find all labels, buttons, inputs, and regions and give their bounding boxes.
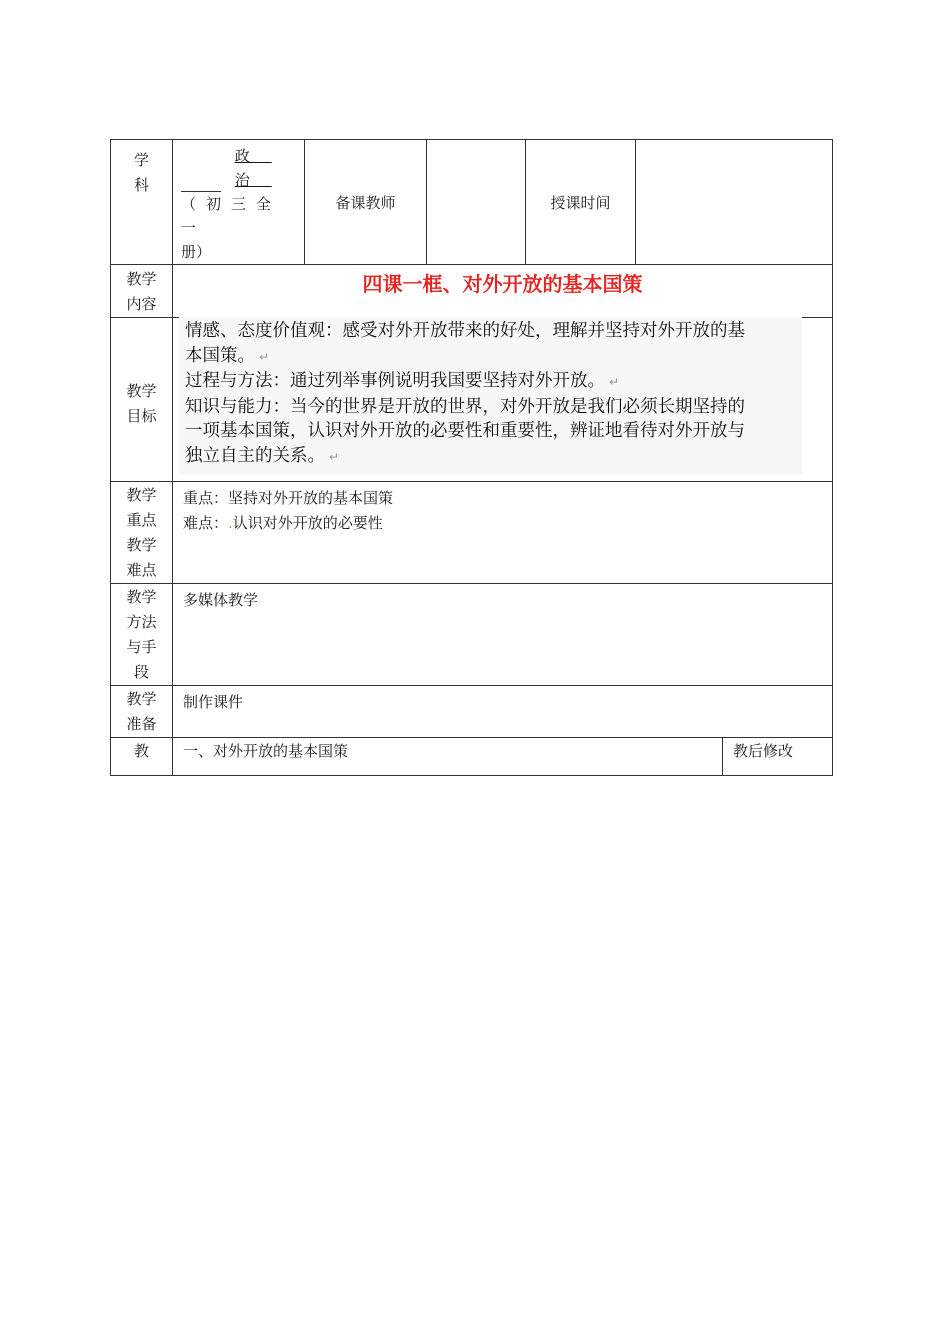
methods-label: 教学 方法 与手 段 bbox=[111, 584, 173, 686]
goals-label: 教学 目标 bbox=[111, 318, 173, 482]
goal-line-1: 情感、态度价值观：感受对外开放带来的好处，理解并坚持对外开放的基 bbox=[185, 321, 745, 341]
difficulty-mark: . bbox=[228, 514, 233, 532]
subject-label: 学 科 bbox=[111, 140, 173, 265]
key-points-label: 教学 重点 教学 难点 bbox=[111, 482, 173, 584]
revision-label: 教后修改 bbox=[723, 738, 833, 776]
lesson-title: 四课一框、对外开放的基本国策 bbox=[173, 265, 833, 318]
subject-grade: （初三全一 bbox=[181, 195, 282, 237]
goal-line-6: 独立自主的关系。 bbox=[185, 445, 325, 466]
return-mark: ↵ bbox=[259, 349, 270, 364]
content-row bbox=[111, 265, 833, 318]
goals-row bbox=[111, 318, 833, 482]
preparation-label: 教学 准备 bbox=[111, 686, 173, 738]
key-points-content bbox=[173, 482, 833, 584]
difficulty-prefix: 难点： bbox=[183, 514, 229, 532]
lesson-plan-table bbox=[110, 139, 833, 776]
content-label: 教学 内容 bbox=[111, 265, 173, 318]
goal-line-2: 本国策。 bbox=[185, 345, 255, 366]
goal-line-5: 一项基本国策，认识对外开放的必要性和重要性，辨证地看待对外开放与 bbox=[185, 421, 745, 441]
teaching-label: 教 bbox=[111, 738, 173, 776]
preparation-value: 制作课件 bbox=[173, 686, 833, 738]
subject-blank bbox=[181, 175, 221, 192]
subject-volume: 册） bbox=[181, 243, 212, 261]
subject-value bbox=[173, 140, 305, 265]
header-row bbox=[111, 140, 833, 265]
teacher-label: 备课教师 bbox=[305, 140, 427, 265]
goal-line-3: 过程与方法：通过列举事例说明我国要坚持对外开放。 bbox=[185, 371, 605, 391]
focus-text: 重点：坚持对外开放的基本国策 bbox=[183, 489, 394, 507]
difficulty-text: 认识对外开放的必要性 bbox=[232, 514, 383, 532]
return-mark: ↵ bbox=[609, 375, 620, 389]
preparation-row bbox=[111, 686, 833, 738]
subject-name: 政治 bbox=[234, 147, 272, 189]
teacher-value bbox=[427, 140, 526, 265]
goals-content bbox=[173, 318, 833, 482]
time-label: 授课时间 bbox=[526, 140, 636, 265]
time-value bbox=[636, 140, 833, 265]
teaching-row bbox=[111, 738, 833, 776]
methods-row bbox=[111, 584, 833, 686]
return-mark: ↵ bbox=[329, 449, 340, 464]
teaching-value: 一、对外开放的基本国策 bbox=[173, 738, 723, 776]
goals-text-block bbox=[179, 317, 802, 475]
key-points-row bbox=[111, 482, 833, 584]
goal-line-4: 知识与能力：当今的世界是开放的世界，对外开放是我们必须长期坚持的 bbox=[185, 396, 745, 417]
methods-value: 多媒体教学 bbox=[173, 584, 833, 686]
